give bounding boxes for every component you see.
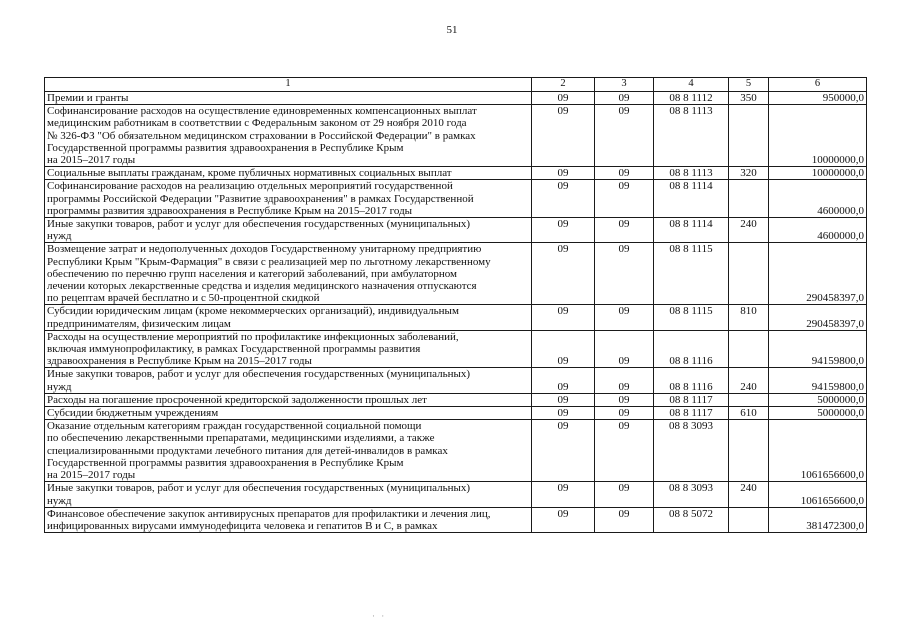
cell-amount: 4600000,0 <box>769 218 867 243</box>
cell-amount: 5000000,0 <box>769 407 867 420</box>
cell-expense-type <box>729 105 769 167</box>
cell-section: 09 <box>532 305 595 330</box>
table-row <box>45 305 867 330</box>
table-row <box>45 243 867 305</box>
cell-section: 09 <box>532 507 595 532</box>
cell-section: 09 <box>532 482 595 507</box>
cell-section: 09 <box>532 393 595 406</box>
cell-name: Расходы на осуществление мероприятий по профилактике инфекционных заболеваний, включая иммунопрофилактику, в рамках Государственной программы развития здравоохранения в Республике Крым на 2015–2017 годы <box>45 330 532 368</box>
cell-amount: 381472300,0 <box>769 507 867 532</box>
cell-name: Иные закупки товаров, работ и услуг для обеспечения государственных (муниципальных) нужд <box>45 368 532 393</box>
table-row <box>45 420 867 482</box>
cell-name: Софинансирование расходов на реализацию отдельных мероприятий государственной программы Российской Федерации "Развитие здравоохранения" в рамках Государственной программы развития здравоохранения в Республике Крым на 2015–2017 годы <box>45 180 532 218</box>
cell-name: Софинансирование расходов на осуществление единовременных компенсационных выплат медицинским работникам в соответствии с Федеральным законом от 29 ноября 2010 года № 326-ФЗ "Об обязательном медицинском страховании в Российской Федерации" в рамках Государственной программы развития здравоохранения в Республике Крым на 2015–2017 годы <box>45 105 532 167</box>
cell-target-article: 08 8 1115 <box>654 305 729 330</box>
cell-target-article: 08 8 1114 <box>654 218 729 243</box>
cell-subsection: 09 <box>595 92 654 105</box>
cell-target-article: 08 8 3093 <box>654 420 729 482</box>
cell-expense-type: 240 <box>729 482 769 507</box>
cell-target-article: 08 8 1112 <box>654 92 729 105</box>
table-row <box>45 368 867 393</box>
cell-name: Иные закупки товаров, работ и услуг для обеспечения государственных (муниципальных) нужд <box>45 218 532 243</box>
cell-subsection: 09 <box>595 330 654 368</box>
cell-section: 09 <box>532 218 595 243</box>
cell-target-article: 08 8 1117 <box>654 393 729 406</box>
cell-target-article: 08 8 1113 <box>654 105 729 167</box>
cell-name: Финансовое обеспечение закупок антивирусных препаратов для профилактики и лечения лиц, инфицированных вирусами иммунодефицита человека и гепатитов B и C, в рамках <box>45 507 532 532</box>
cell-subsection: 09 <box>595 105 654 167</box>
cell-subsection: 09 <box>595 180 654 218</box>
table-row <box>45 482 867 507</box>
cell-expense-type: 320 <box>729 167 769 180</box>
cell-expense-type: 610 <box>729 407 769 420</box>
cell-target-article: 08 8 3093 <box>654 482 729 507</box>
cell-subsection: 09 <box>595 420 654 482</box>
cell-expense-type: 240 <box>729 218 769 243</box>
cell-section: 09 <box>532 420 595 482</box>
table-row <box>45 92 867 105</box>
cell-section: 09 <box>532 407 595 420</box>
cell-expense-type <box>729 243 769 305</box>
table-header-row <box>45 78 867 92</box>
cell-name: Субсидии юридическим лицам (кроме некоммерческих организаций), индивидуальным предпринимателям, физическим лицам <box>45 305 532 330</box>
cell-amount: 10000000,0 <box>769 105 867 167</box>
cell-expense-type <box>729 330 769 368</box>
header-cell-subsection: 3 <box>595 78 654 92</box>
cell-target-article: 08 8 1113 <box>654 167 729 180</box>
cell-amount: 94159800,0 <box>769 330 867 368</box>
table-row <box>45 330 867 368</box>
header-cell-target-article: 4 <box>654 78 729 92</box>
cell-amount: 290458397,0 <box>769 243 867 305</box>
cell-target-article: 08 8 1116 <box>654 330 729 368</box>
cell-amount: 1061656600,0 <box>769 420 867 482</box>
cell-expense-type <box>729 420 769 482</box>
cell-amount: 10000000,0 <box>769 167 867 180</box>
cell-expense-type <box>729 393 769 406</box>
cell-subsection: 09 <box>595 305 654 330</box>
cell-subsection: 09 <box>595 482 654 507</box>
cell-section: 09 <box>532 330 595 368</box>
budget-table <box>44 77 867 533</box>
cell-amount: 4600000,0 <box>769 180 867 218</box>
cell-expense-type: 810 <box>729 305 769 330</box>
cell-expense-type: 350 <box>729 92 769 105</box>
cell-target-article: 08 8 5072 <box>654 507 729 532</box>
header-cell-amount: 6 <box>769 78 867 92</box>
cell-expense-type <box>729 180 769 218</box>
cell-name: Возмещение затрат и недополученных доходов Государственному унитарному предприятию Республики Крым "Крым-Фармация" в связи с реализацией мер по льготному лекарственному обеспечению по перечню групп населения и категорий заболеваний, при амбулаторном лечении которых лекарственные средства и изделия медицинского назначения отпускаются по рецептам врачей бесплатно и с 50-процентной скидкой <box>45 243 532 305</box>
table-row <box>45 507 867 532</box>
cell-target-article: 08 8 1117 <box>654 407 729 420</box>
scan-artifact: · · <box>372 611 387 621</box>
cell-name: Расходы на погашение просроченной кредиторской задолженности прошлых лет <box>45 393 532 406</box>
cell-name: Социальные выплаты гражданам, кроме публичных нормативных социальных выплат <box>45 167 532 180</box>
cell-section: 09 <box>532 180 595 218</box>
header-cell-name: 1 <box>45 78 532 92</box>
header-cell-section: 2 <box>532 78 595 92</box>
table-row <box>45 393 867 406</box>
cell-section: 09 <box>532 368 595 393</box>
cell-section: 09 <box>532 243 595 305</box>
cell-amount: 1061656600,0 <box>769 482 867 507</box>
cell-name: Оказание отдельным категориям граждан государственной социальной помощи по обеспечению лекарственными препаратами, медицинскими изделиями, а также специализированными продуктами лечебного питания для детей-инвалидов в рамках Государственной программы развития здравоохранения в Республике Крым на 2015–2017 годы <box>45 420 532 482</box>
page-number: 51 <box>446 24 458 36</box>
cell-subsection: 09 <box>595 167 654 180</box>
table-row <box>45 167 867 180</box>
cell-subsection: 09 <box>595 507 654 532</box>
cell-section: 09 <box>532 105 595 167</box>
table-row <box>45 180 867 218</box>
cell-expense-type <box>729 507 769 532</box>
cell-name: Субсидии бюджетным учреждениям <box>45 407 532 420</box>
cell-subsection: 09 <box>595 243 654 305</box>
cell-expense-type: 240 <box>729 368 769 393</box>
cell-section: 09 <box>532 167 595 180</box>
cell-amount: 290458397,0 <box>769 305 867 330</box>
cell-target-article: 08 8 1115 <box>654 243 729 305</box>
cell-subsection: 09 <box>595 218 654 243</box>
cell-name: Премии и гранты <box>45 92 532 105</box>
table-row <box>45 407 867 420</box>
cell-amount: 94159800,0 <box>769 368 867 393</box>
table-row <box>45 218 867 243</box>
header-cell-expense-type: 5 <box>729 78 769 92</box>
cell-name: Иные закупки товаров, работ и услуг для обеспечения государственных (муниципальных) нужд <box>45 482 532 507</box>
cell-subsection: 09 <box>595 407 654 420</box>
cell-subsection: 09 <box>595 368 654 393</box>
cell-subsection: 09 <box>595 393 654 406</box>
cell-section: 09 <box>532 92 595 105</box>
cell-target-article: 08 8 1116 <box>654 368 729 393</box>
table-row <box>45 105 867 167</box>
cell-amount: 950000,0 <box>769 92 867 105</box>
cell-target-article: 08 8 1114 <box>654 180 729 218</box>
cell-amount: 5000000,0 <box>769 393 867 406</box>
